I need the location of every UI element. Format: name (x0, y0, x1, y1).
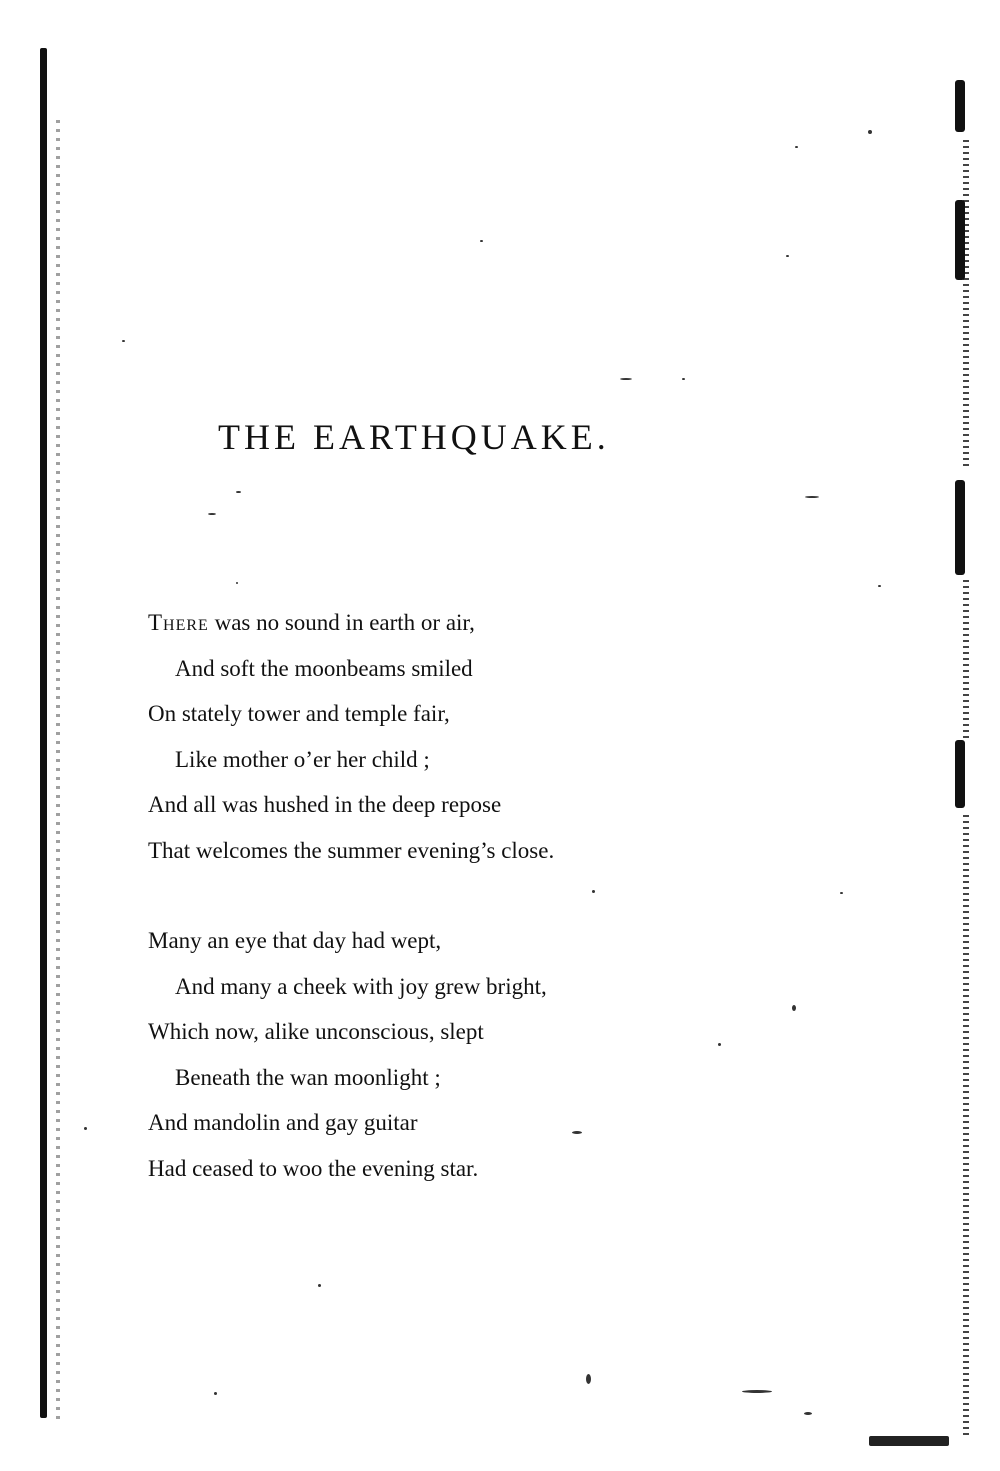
edge-speckle (963, 815, 969, 1435)
edge-speckle (963, 580, 969, 740)
print-speck (868, 130, 872, 134)
print-speck (572, 1131, 582, 1134)
print-speck (804, 1412, 812, 1415)
poem-line: Had ceased to woo the evening star. (148, 1155, 479, 1181)
edge-mark (955, 480, 965, 575)
stanza-2 (148, 918, 547, 1191)
print-speck (878, 585, 881, 587)
page-binding-edge (40, 48, 47, 1418)
print-speck (122, 340, 125, 342)
poem-line: That welcomes the summer evening’s close. (148, 837, 555, 863)
print-speck (236, 582, 238, 584)
edge-mark (955, 740, 965, 808)
edge-speckle (963, 140, 969, 470)
poem-line: And mandolin and gay guitar (148, 1110, 418, 1135)
print-speck (592, 890, 595, 893)
poem-line: And soft the moonbeams smiled (175, 655, 473, 681)
print-speck (480, 240, 483, 242)
binding-shadow (56, 120, 60, 1420)
poem-line-text: was no sound in earth or air, (208, 610, 475, 635)
poem-line: On stately tower and temple fair, (148, 701, 450, 726)
page-right-edge (955, 80, 969, 1440)
print-speck (742, 1390, 772, 1393)
print-speck (786, 255, 789, 257)
print-speck (236, 491, 241, 493)
print-speck (84, 1127, 87, 1130)
poem-line: And many a cheek with joy grew bright, (175, 973, 547, 999)
print-speck (208, 513, 216, 515)
print-speck (586, 1374, 591, 1384)
print-speck (840, 892, 843, 894)
edge-mark (955, 200, 965, 280)
poem-line: Many an eye that day had wept, (148, 928, 442, 953)
print-speck (318, 1284, 321, 1287)
print-speck (620, 378, 632, 380)
edge-foot-mark (869, 1436, 949, 1446)
print-speck (805, 496, 819, 498)
edge-mark (955, 80, 965, 132)
print-speck (214, 1392, 217, 1395)
print-speck (718, 1043, 721, 1046)
poem-line: And all was hushed in the deep repose (148, 792, 502, 817)
print-speck (792, 1005, 796, 1011)
print-speck (795, 146, 798, 148)
poem-title: THE EARTHQUAKE. (218, 417, 610, 457)
poem-line (148, 600, 554, 646)
print-speck (682, 378, 685, 380)
poem-line-lead: There (148, 610, 209, 635)
poem-line: Which now, alike unconscious, slept (148, 1019, 484, 1044)
poem-line: Like mother o’er her child ; (175, 746, 430, 772)
stanza-1 (148, 600, 554, 873)
poem-line: Beneath the wan moonlight ; (175, 1064, 441, 1090)
